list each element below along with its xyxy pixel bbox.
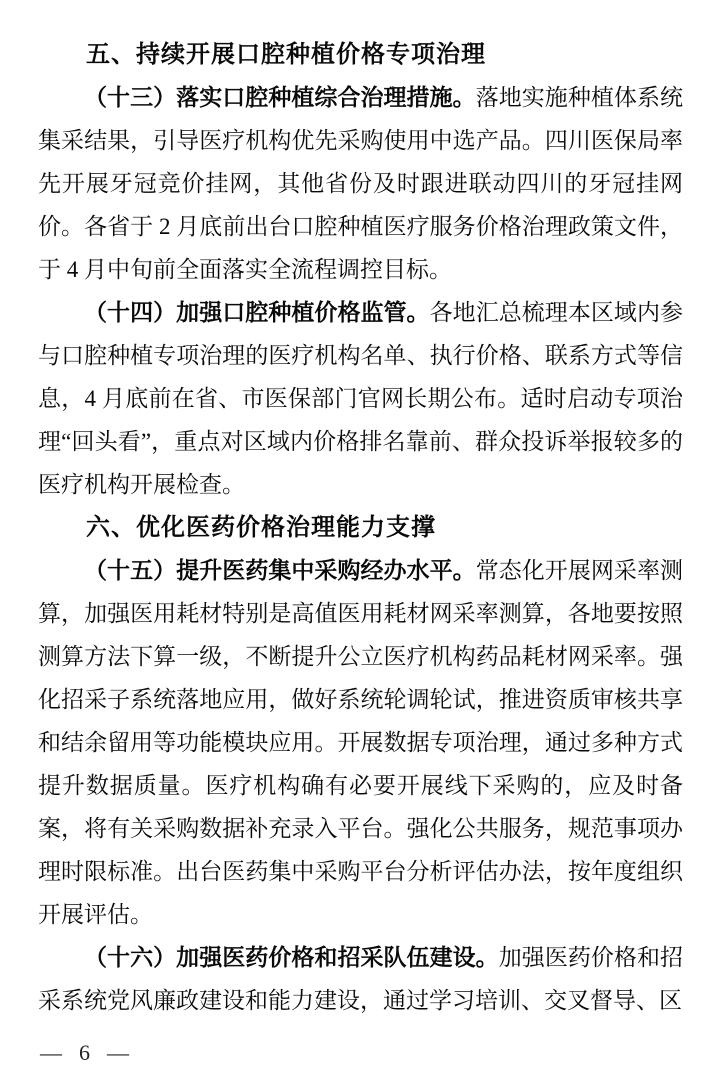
paragraph-15-lead: （十五）提升医药集中采购经办水平。 [84, 558, 476, 583]
paragraph-14-text: 各地汇总梳理本区域内参与口腔种植专项治理的医疗机构名单、执行价格、联系方式等信息，4 月底前在省、市医保部门官网长期公布。适时启动专项治理“回头看”，重点对区域内价格排名靠前、群众投诉举报较多的医疗机构开展检查。 [38, 300, 684, 497]
document-body [38, 33, 683, 1022]
paragraph-14-lead: （十四）加强口腔种植价格监管。 [84, 300, 430, 325]
paragraph-13-lead: （十三）落实口腔种植综合治理措施。 [84, 85, 476, 110]
section-heading-6: 六、优化医药价格治理能力支撑 [86, 514, 436, 541]
paragraph-13-text: 落地实施种植体系统集采结果，引导医疗机构优先采购使用中选产品。四川医保局率先开展牙冠竞价挂网，其他省份及时跟进联动四川的牙冠挂网价。各省于 2 月底前出台口腔种植医疗服务价格治理政策文件，于 4 月中旬前全面落实全流程调控目标。 [38, 85, 684, 282]
paragraph-16-text: 加强医药价格和招采系统党风廉政建设和能力建设，通过学习培训、交叉督导、区 [38, 945, 684, 1013]
paragraph-15 [38, 549, 683, 936]
page-number: — 6 — [40, 1040, 131, 1065]
paragraph-16 [38, 936, 683, 1022]
paragraph-13 [38, 76, 683, 291]
paragraph-14 [38, 291, 683, 506]
paragraph-16-lead: （十六）加强医药价格和招采队伍建设。 [84, 945, 499, 970]
paragraph-15-text: 常态化开展网采率测算，加强医用耗材特别是高值医用耗材网采率测算，各地要按照测算方法下算一级，不断提升公立医疗机构药品耗材网采率。强化招采子系统落地应用，做好系统轮调轮试，推进资质审核共享和结余留用等功能模块应用。开展数据专项治理，通过多种方式提升数据质量。医疗机构确有必要开展线下采购的，应及时备案，将有关采购数据补充录入平台。强化公共服务，规范事项办理时限标准。出台医药集中采购平台分析评估办法，按年度组织开展评估。 [38, 558, 684, 927]
page-footer [40, 1040, 131, 1066]
section-heading-5: 五、持续开展口腔种植价格专项治理 [86, 41, 486, 68]
